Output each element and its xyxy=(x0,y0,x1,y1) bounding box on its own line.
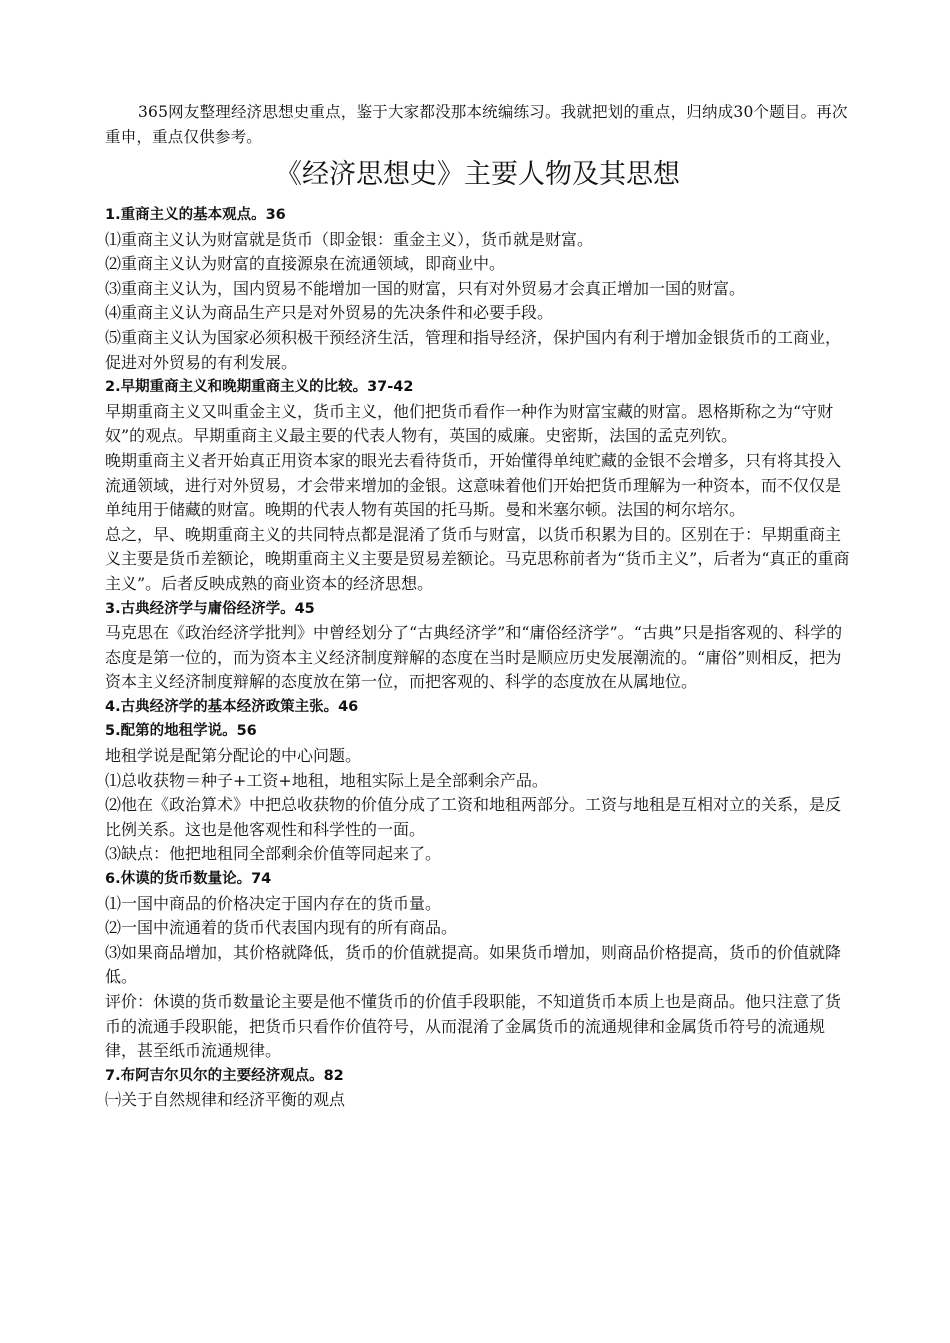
section-heading: 4.古典经济学的基本经济政策主张。46 xyxy=(105,698,359,715)
section-paragraph: 地租学说是配第分配论的中心问题。 xyxy=(105,746,362,766)
section-heading: 1.重商主义的基本观点。36 xyxy=(105,207,286,223)
sections-container xyxy=(105,203,850,1113)
section-paragraph: 早期重商主义又叫重金主义，货币主义，他们把货币看作一种作为财富宝藏的财富。恩格斯称之为“守财奴”的观点。早期重商主义最主要的代表人物有，英国的威廉。史密斯，法国的孟克列钦。 xyxy=(105,401,834,446)
section-heading: 7.布阿吉尔贝尔的主要经济观点。82 xyxy=(105,1067,344,1084)
section xyxy=(105,203,850,375)
document-page xyxy=(105,100,850,1113)
section-paragraph: ⑶如果商品增加，其价格就降低，货币的价值就提高。如果货币增加，则商品价格提高，货币的价值就降低。 xyxy=(105,942,842,987)
section-heading: 5.配第的地租学说。56 xyxy=(105,723,257,740)
section-paragraph: ⑶缺点：他把地租同全部剩余价值等同起来了。 xyxy=(105,844,442,864)
section xyxy=(105,597,850,695)
intro-paragraph: 365网友整理经济思想史重点，鉴于大家都没那本统编练习。我就把划的重点，归纳成30个题目。再次重申，重点仅供参考。 xyxy=(105,103,848,146)
section-heading: 3.古典经济学与庸俗经济学。45 xyxy=(105,600,315,617)
section-paragraph: ⑵他在《政治算术》中把总收获物的价值分成了工资和地租两部分。工资与地租是互相对立的关系，是反比例关系。这也是他客观性和科学性的一面。 xyxy=(105,795,842,839)
section-paragraph: ⑴一国中商品的价格决定于国内存在的货币量。 xyxy=(105,893,442,913)
section xyxy=(105,867,850,1064)
section-paragraph: 晚期重商主义者开始真正用资本家的眼光去看待货币，开始懂得单纯贮藏的金银不会增多，只有将其投入流通领域，进行对外贸易，才会带来增加的金银。这意味着他们开始把货币理解为一种资本，而不仅仅是单纯用于储藏的财富。晚期的代表人物有英国的托马斯。曼和米塞尔顿。法国的柯尔培尔。 xyxy=(105,450,842,520)
section-paragraph: ⑴重商主义认为财富就是货币（即金银：重金主义），货币就是财富。 xyxy=(105,229,594,249)
section-paragraph: ⑵重商主义认为财富的直接源泉在流通领域，即商业中。 xyxy=(105,254,506,274)
section-heading: 2.早期重商主义和晚期重商主义的比较。37-42 xyxy=(105,379,414,396)
section xyxy=(105,695,850,720)
section-paragraph: ㈠关于自然规律和经济平衡的观点 xyxy=(105,1090,346,1110)
section-paragraph: 总之，早、晚期重商主义的共同特点都是混淆了货币与财富，以货币积累为目的。区别在于：早期重商主义主要是货币差额论，晚期重商主义主要是贸易差额论。马克思称前者为“货币主义”，后者为“真正的重商主义”。后者反映成熟的商业资本的经济思想。 xyxy=(105,524,850,593)
section-paragraph: 评价：休谟的货币数量论主要是他不懂货币的价值手段职能，不知道货币本质上也是商品。他只注意了货币的流通手段职能，把货币只看作价值符号，从而混淆了金属货币的流通规律和金属货币符号的流通规律，甚至纸币流通规律。 xyxy=(105,992,842,1061)
section-heading: 6.休谟的货币数量论。74 xyxy=(105,871,272,888)
section-paragraph: ⑴总收获物＝种子+工资+地租，地租实际上是全部剩余产品。 xyxy=(105,770,548,790)
section xyxy=(105,375,850,596)
section-paragraph: ⑵一国中流通着的货币代表国内现有的所有商品。 xyxy=(105,918,458,938)
section-paragraph: ⑷重商主义认为商品生产只是对外贸易的先决条件和必要手段。 xyxy=(105,303,554,323)
document-title: 《经济思想史》主要人物及其思想 xyxy=(275,159,680,190)
section-paragraph: ⑶重商主义认为，国内贸易不能增加一国的财富，只有对外贸易才会真正增加一国的财富。 xyxy=(105,278,746,298)
section-paragraph: ⑸重商主义认为国家必须积极干预经济生活，管理和指导经济，保护国内有利于增加金银货币的工商业，促进对外贸易的有利发展。 xyxy=(105,327,842,372)
section-paragraph: 马克思在《政治经济学批判》中曾经划分了“古典经济学”和“庸俗经济学”。“古典”只是指客观的、科学的态度是第一位的，而为资本主义经济制度辩解的态度在当时是顺应历史发展潮流的。“庸俗”则相反，把为资本主义经济制度辩解的态度放在第一位，而把客观的、科学的态度放在从属地位。 xyxy=(105,623,843,692)
section xyxy=(105,719,850,867)
section xyxy=(105,1064,850,1113)
